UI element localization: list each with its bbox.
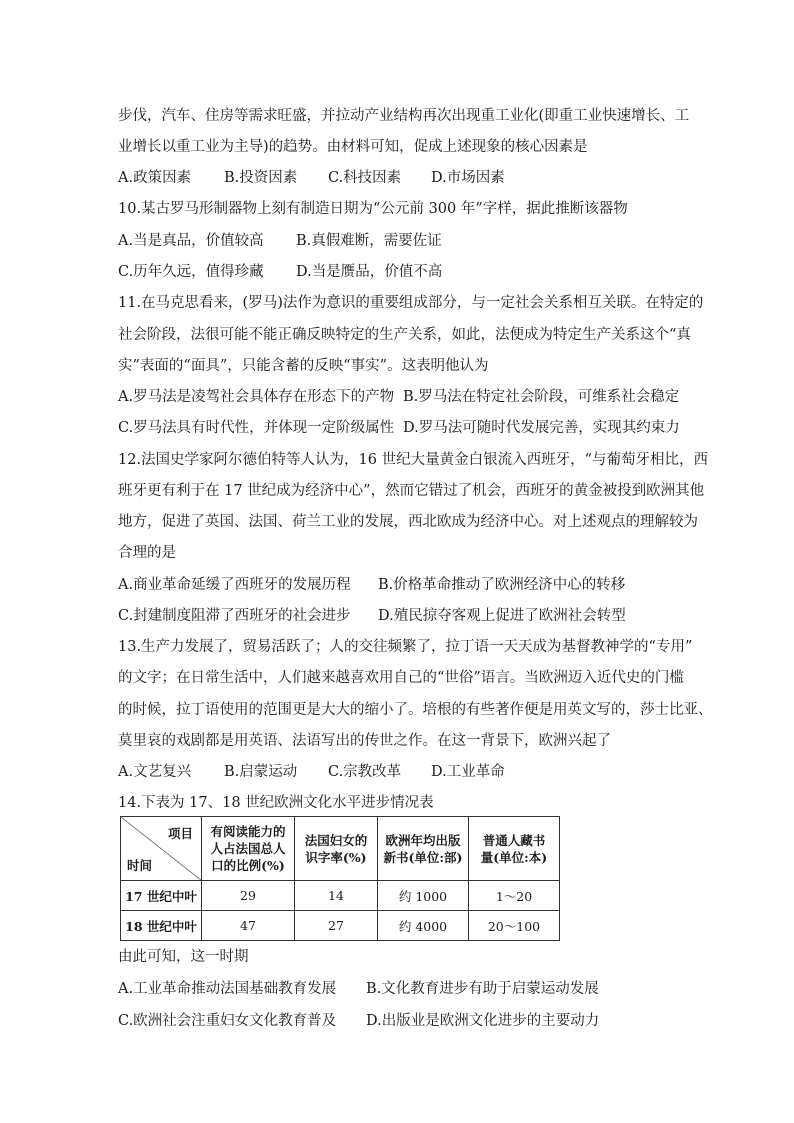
header-text: 有阅读能力的 bbox=[210, 824, 286, 839]
table-cell: 47 bbox=[202, 911, 295, 941]
culture-progress-table bbox=[120, 816, 560, 941]
q9-option-d: D.市场因素 bbox=[431, 170, 505, 186]
q11-option-b: B.罗马法在特定社会阶段，可维系社会稳定 bbox=[403, 389, 680, 405]
q9-option-b: B.投资因素 bbox=[224, 170, 298, 186]
q11-stem-line-2: 社会阶段，法很可能不能正确反映特定的生产关系，如此，法便成为特定生产关系这个“真 bbox=[118, 327, 691, 343]
header-text: 量(单位:本) bbox=[480, 849, 548, 865]
header-new-books bbox=[378, 817, 469, 881]
q12-stem-line-1: 12.法国史学家阿尔德伯特等人认为，16 世纪大量黄金白银流入西班牙，“与葡萄牙相比，西 bbox=[118, 452, 709, 468]
q10-option-c: C.历年久远，值得珍藏 bbox=[118, 264, 264, 280]
header-text: 口的比例(%) bbox=[211, 858, 285, 873]
q11-stem-line-3: 实”表面的“面具”，只能含蓄的反映“事实”。这表明他认为 bbox=[118, 358, 489, 374]
q14-option-a: A.工业革命推动法国基础教育发展 bbox=[118, 981, 337, 997]
table-cell: 1～20 bbox=[469, 881, 560, 911]
q12-stem-line-2: 班牙更有利于在 17 世纪成为经济中心”，然而它错过了机会，西班牙的黄金被投到欧洲其他 bbox=[118, 483, 705, 499]
row-label: 17 世纪中叶 bbox=[121, 881, 202, 911]
q14-option-c: C.欧洲社会注重妇女文化教育普及 bbox=[118, 1013, 337, 1029]
q9-option-a: A.政策因素 bbox=[118, 170, 192, 186]
table-cell: 27 bbox=[295, 911, 378, 941]
q13-option-d: D.工业革命 bbox=[431, 764, 505, 780]
table-row bbox=[121, 881, 560, 911]
q9-option-c: C.科技因素 bbox=[328, 170, 402, 186]
q13-stem-line-3: 的时候，拉丁语使用的范围更是大大的缩小了。培根的有些著作便是用英文写的，莎士比亚、 bbox=[118, 702, 713, 718]
q11-option-c: C.罗马法具有时代性，并体现一定阶级属性 bbox=[118, 420, 395, 436]
q14-option-b: B.文化教育进步有助于启蒙运动发展 bbox=[366, 981, 599, 997]
q13-option-a: A.文艺复兴 bbox=[118, 764, 192, 780]
table-cell: 29 bbox=[202, 881, 295, 911]
q12-stem-line-3: 地方，促进了英国、法国、荷兰工业的发展，西北欧成为经济中心。对上述观点的理解较为 bbox=[118, 514, 698, 530]
q11-stem-line-1: 11.在马克思看来，(罗马)法作为意识的重要组成部分，与一定社会关系相互关联。在特定的 bbox=[118, 295, 704, 311]
table-cell: 20～100 bbox=[469, 911, 560, 941]
q10-option-a: A.当是真品，价值较高 bbox=[118, 233, 264, 249]
row-label: 18 世纪中叶 bbox=[121, 911, 202, 941]
q13-option-b: B.启蒙运动 bbox=[224, 764, 298, 780]
q9-stem-line-2: 业增长以重工业为主导)的趋势。由材料可知，促成上述现象的核心因素是 bbox=[118, 139, 588, 155]
table-cell: 约 1000 bbox=[378, 881, 469, 911]
q12-stem-line-4: 合理的是 bbox=[118, 545, 176, 561]
header-text: 欧洲年均出版 bbox=[385, 832, 461, 848]
q13-stem-line-4: 莫里哀的戏剧都是用英语、法语写出的传世之作。在这一背景下，欧洲兴起了 bbox=[118, 733, 611, 749]
header-text: 普通人藏书 bbox=[482, 832, 546, 848]
corner-label-time: 时间 bbox=[127, 858, 153, 873]
q9-stem-line-1: 步伐，汽车、住房等需求旺盛，并拉动产业结构再次出现重工业化(即重工业快速增长、工 bbox=[118, 108, 690, 124]
table-cell: 14 bbox=[295, 881, 378, 911]
q14-option-d: D.出版业是欧洲文化进步的主要动力 bbox=[366, 1013, 600, 1029]
header-text: 法国妇女的 bbox=[304, 832, 368, 848]
q10-option-b: B.真假难断，需要佐证 bbox=[296, 233, 442, 249]
q12-option-b: B.价格革命推动了欧洲经济中心的转移 bbox=[378, 577, 626, 593]
q10-stem: 10.某古罗马形制器物上刻有制造日期为“公元前 300 年”字样，据此推断该器物 bbox=[118, 201, 628, 217]
header-text: 新书(单位:部) bbox=[383, 849, 463, 865]
q13-stem-line-2: 的文字；在日常生活中，人们越来越喜欢用自己的“世俗”语言。当欧洲迈入近代史的门槛 bbox=[118, 670, 684, 686]
q12-option-c: C.封建制度阻滞了西班牙的社会进步 bbox=[118, 608, 351, 624]
header-text: 识字率(%) bbox=[305, 849, 367, 865]
table-corner-cell bbox=[121, 817, 202, 881]
q13-option-c: C.宗教改革 bbox=[328, 764, 402, 780]
header-women-literacy bbox=[295, 817, 378, 881]
q11-option-d: D.罗马法可随时代发展完善，实现其约束力 bbox=[403, 420, 680, 436]
table-header-row bbox=[121, 817, 560, 881]
q12-option-d: D.殖民掠夺客观上促进了欧洲社会转型 bbox=[378, 608, 626, 624]
q12-option-a: A.商业革命延缓了西班牙的发展历程 bbox=[118, 577, 351, 593]
table-row bbox=[121, 911, 560, 941]
q14-stem: 14.下表为 17、18 世纪欧洲文化水平进步情况表 bbox=[118, 795, 434, 811]
q14-after-text: 由此可知，这一时期 bbox=[118, 949, 249, 965]
corner-label-item: 项目 bbox=[167, 826, 193, 841]
q11-option-a: A.罗马法是凌驾社会具体存在形态下的产物 bbox=[118, 389, 395, 405]
q13-stem-line-1: 13.生产力发展了，贸易活跃了；人的交往频繁了，拉丁语一天天成为基督教神学的“专用” bbox=[118, 639, 693, 655]
q10-option-d: D.当是赝品，价值不高 bbox=[296, 264, 443, 280]
header-book-collection bbox=[469, 817, 560, 881]
header-reading-ability bbox=[202, 817, 295, 881]
table-cell: 约 4000 bbox=[378, 911, 469, 941]
header-text: 人占法国总人 bbox=[210, 841, 286, 856]
